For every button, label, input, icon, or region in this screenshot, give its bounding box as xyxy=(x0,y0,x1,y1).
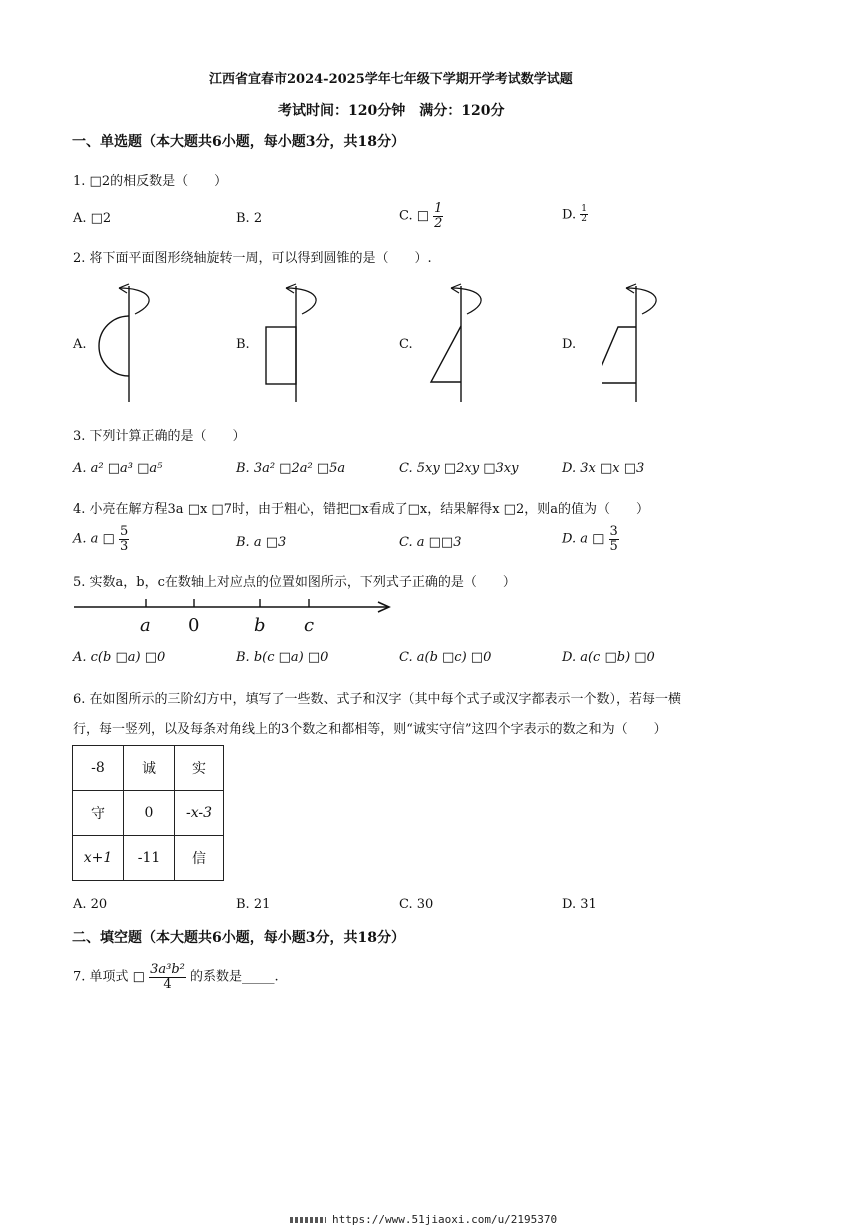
question-6-option-a: A. 20 xyxy=(73,897,108,912)
question-7-suffix: 的系数是_____. xyxy=(190,969,279,985)
question-4-option-b: B. a □3 xyxy=(236,535,287,550)
question-3-option-d: D. 3x □x □3 xyxy=(562,461,645,476)
magic-square-cell: 0 xyxy=(124,791,175,836)
question-2-figure-b xyxy=(262,280,332,405)
option-a-fraction xyxy=(119,525,129,553)
question-5-option-d: D. a(c □b) □0 xyxy=(562,650,655,665)
question-1-option-a: A. □2 xyxy=(73,211,112,226)
frac-num: 1 xyxy=(581,204,587,214)
question-5-stem: 5. 实数a，b，c在数轴上对应点的位置如图所示，下列式子正确的是（ ） xyxy=(73,575,516,590)
question-4-option-d xyxy=(562,525,619,553)
question-2-option-c-label: C. xyxy=(399,337,413,352)
question-1-stem: 1. □2的相反数是（ ） xyxy=(73,174,228,189)
magic-square-cell: x+1 xyxy=(73,836,124,881)
magic-square-cell: 实 xyxy=(175,746,224,791)
footer-url[interactable] xyxy=(290,1213,557,1226)
question-2-option-b-label: B. xyxy=(236,337,250,352)
exam-info: 考试时间：120分钟 满分：120分 xyxy=(278,103,505,119)
question-6-option-b: B. 21 xyxy=(236,897,271,912)
magic-square-cell: -8 xyxy=(73,746,124,791)
option-d-prefix: D. a □ xyxy=(562,531,605,547)
question-4-option-c: C. a □□3 xyxy=(399,535,462,550)
question-2-stem: 2. 将下面平面图形绕轴旋转一周，可以得到圆锥的是（ ）. xyxy=(73,251,432,266)
question-6-option-d: D. 31 xyxy=(562,897,597,912)
frac-num: 1 xyxy=(434,201,443,216)
number-line-label-zero: 0 xyxy=(188,615,200,636)
footer-url-text[interactable]: https://www.51jiaoxi.com/u/2195370 xyxy=(332,1213,558,1226)
frac-num: 3 xyxy=(609,524,618,539)
number-line-label-c: c xyxy=(304,615,315,636)
question-7-fraction xyxy=(149,963,186,991)
question-5-option-a: A. c(b □a) □0 xyxy=(73,650,166,665)
frac-den: 2 xyxy=(581,214,587,225)
magic-square-cell: 信 xyxy=(175,836,224,881)
number-line-label-b: b xyxy=(254,615,266,636)
question-6-stem-line-2: 行，每一竖列，以及每条对角线上的3个数之和都相等，则“诚实守信”这四个字表示的数之和为（ ） xyxy=(73,722,667,737)
section-heading-single-choice: 一、单选题（本大题共6小题，每小题3分，共18分） xyxy=(72,134,405,150)
option-c-prefix: C. □ xyxy=(399,208,430,224)
question-7-prefix: 7. 单项式 □ xyxy=(73,969,145,985)
magic-square-grid xyxy=(72,745,224,881)
question-2-figure-c xyxy=(427,280,497,405)
frac-num: 5 xyxy=(119,524,129,539)
question-1-option-c xyxy=(399,202,443,230)
magic-square-row xyxy=(73,791,224,836)
question-5-option-c: C. a(b □c) □0 xyxy=(399,650,492,665)
frac-den: 4 xyxy=(163,976,172,992)
option-d-fraction xyxy=(580,205,588,225)
question-7 xyxy=(73,963,279,991)
magic-square-cell: -11 xyxy=(124,836,175,881)
magic-square-row xyxy=(73,836,224,881)
question-1-option-d xyxy=(562,205,588,225)
question-6-stem-line-1: 6. 在如图所示的三阶幻方中，填写了一些数、式子和汉字（其中每个式子或汉字都表示一个数），若每一横 xyxy=(73,692,682,707)
option-c-fraction xyxy=(433,202,443,230)
footer-mark xyxy=(290,1217,326,1223)
question-3-option-c: C. 5xy □2xy □3xy xyxy=(399,461,519,476)
section-heading-fill-in: 二、填空题（本大题共6小题，每小题3分，共18分） xyxy=(72,930,405,946)
frac-den: 5 xyxy=(609,538,618,554)
option-d-fraction xyxy=(609,525,619,553)
question-3-option-b: B. 3a² □2a² □5a xyxy=(236,461,346,476)
option-a-prefix: A. a □ xyxy=(73,531,115,547)
magic-square-cell: 诚 xyxy=(124,746,175,791)
question-6-option-c: C. 30 xyxy=(399,897,434,912)
number-line xyxy=(72,596,402,640)
magic-square-cell: 守 xyxy=(73,791,124,836)
question-2-option-a-label: A. xyxy=(73,337,87,352)
question-4-stem: 4. 小亮在解方程3a □x □7时，由于粗心，错把□x看成了□x，结果解得x □2，则a的值为（ ） xyxy=(73,502,649,517)
magic-square-cell: -x-3 xyxy=(175,791,224,836)
magic-square-row xyxy=(73,746,224,791)
question-2-figure-a xyxy=(95,280,165,405)
frac-den: 3 xyxy=(119,538,129,554)
frac-num: 3a³b² xyxy=(150,962,185,977)
frac-den: 2 xyxy=(434,215,443,231)
question-3-option-a: A. a² □a³ □a⁵ xyxy=(73,461,163,476)
question-4-option-a xyxy=(73,525,129,553)
paper-title: 江西省宜春市2024-2025学年七年级下学期开学考试数学试题 xyxy=(209,72,573,87)
question-2-option-d-label: D. xyxy=(562,337,577,352)
question-3-stem: 3. 下列计算正确的是（ ） xyxy=(73,429,246,444)
question-2-figure-d xyxy=(602,280,672,405)
number-line-label-a: a xyxy=(140,615,151,636)
option-d-prefix: D. xyxy=(562,207,577,223)
question-5-option-b: B. b(c □a) □0 xyxy=(236,650,329,665)
question-1-option-b: B. 2 xyxy=(236,211,263,226)
